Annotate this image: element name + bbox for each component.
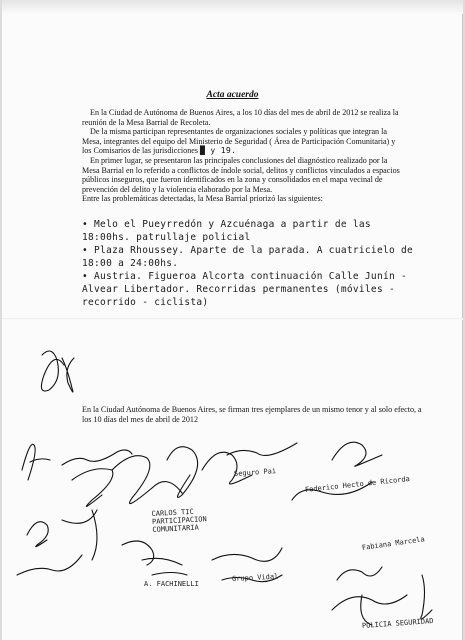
priority-item-2: • Plaza Rhoussey. Aparte de la parada. A cuatricielo de 18:00 a 24:00hs. xyxy=(82,245,414,269)
paragraph-3: En primer lugar, se presentaron las principales conclusiones del diagnóstico realizado por la Mesa Barrial en lo referido a conflictos de índole social, delitos y conflictos vinculados a espacios públicos inseguros, que fueron identificados en la zona y consolidados en el mapa vecinal de prevención del delito y la violencia elaborado por la Mesa. xyxy=(82,155,400,194)
signature-7 xyxy=(167,447,198,498)
signature-12 xyxy=(27,522,48,547)
priority-list xyxy=(82,218,422,309)
signature-19 xyxy=(337,567,382,580)
paragraph-2 xyxy=(82,127,402,156)
document-page xyxy=(2,0,463,640)
signature-note-4: Fabiana Marcela xyxy=(361,535,426,552)
signature-note-3: Federico Hecto de Ricorda xyxy=(304,475,411,494)
priority-item-1: • Melo el Pueyrredón y Azcuénaga a partir de las 18:00hs. patrullaje policial xyxy=(82,219,371,243)
signature-21 xyxy=(421,575,432,619)
signature-2 xyxy=(62,358,74,392)
signature-11 xyxy=(332,442,382,466)
title-text: Acta acuerdo xyxy=(206,90,259,100)
signature-3 xyxy=(22,444,50,480)
signature-note-6: Grupo Vidal xyxy=(231,572,279,583)
paragraph-2-text: De la misma participan representantes de organizaciones sociales y políticas que integran la Mesa, integrantes del equipo del Ministerio de Seguridad ( Área de Participación Comunitaria) y los Comisarios de las jurisdicciones xyxy=(82,127,396,156)
signature-9 xyxy=(227,443,297,455)
signature-13 xyxy=(17,555,82,575)
signature-15 xyxy=(122,541,154,565)
page-fold xyxy=(2,318,463,320)
document-title xyxy=(2,90,463,100)
priority-item-3: • Austria. Figueroa Alcorta continuación Calle Junín - Alvear Libertador. Recorridas permanentes (móviles - recorrido - ciclista) xyxy=(82,271,408,308)
signature-8 xyxy=(202,452,252,484)
signature-note-7: POLICIA SEGURIDAD xyxy=(361,617,434,630)
closing-paragraph: En la Ciudad Autónoma de Buenos Aires, se firman tres ejemplares de un mismo tenor y al solo efecto, a los 10 días del mes de abril de 2012 xyxy=(82,405,422,424)
comisarias-handwritten: █ y 19. xyxy=(200,145,237,156)
signature-14 xyxy=(62,510,97,560)
document-body xyxy=(82,108,402,204)
signature-note-5: A. FACHINELLI xyxy=(144,580,199,588)
signature-17 xyxy=(212,548,282,561)
scan-shadow xyxy=(2,0,463,14)
paragraph-1: En la Ciudad de Autónoma de Buenos Aires, a los 10 días del mes de abril de 2012 se realiza la reunión de la Mesa Barrial de Recoleta. xyxy=(82,108,399,127)
signature-16 xyxy=(142,558,187,575)
signature-5 xyxy=(72,469,113,507)
signature-6 xyxy=(112,456,182,504)
paragraph-4: Entre las problemáticas detectadas, la Mesa Barrial priorizó las siguientes: xyxy=(82,194,323,204)
signature-note-1: Seguro Pai xyxy=(233,467,277,478)
signature-1 xyxy=(41,351,64,391)
signature-note-2: CARLOS TIC PARTICIPACION COMUNITARIA xyxy=(151,507,207,534)
signature-4 xyxy=(62,450,132,465)
